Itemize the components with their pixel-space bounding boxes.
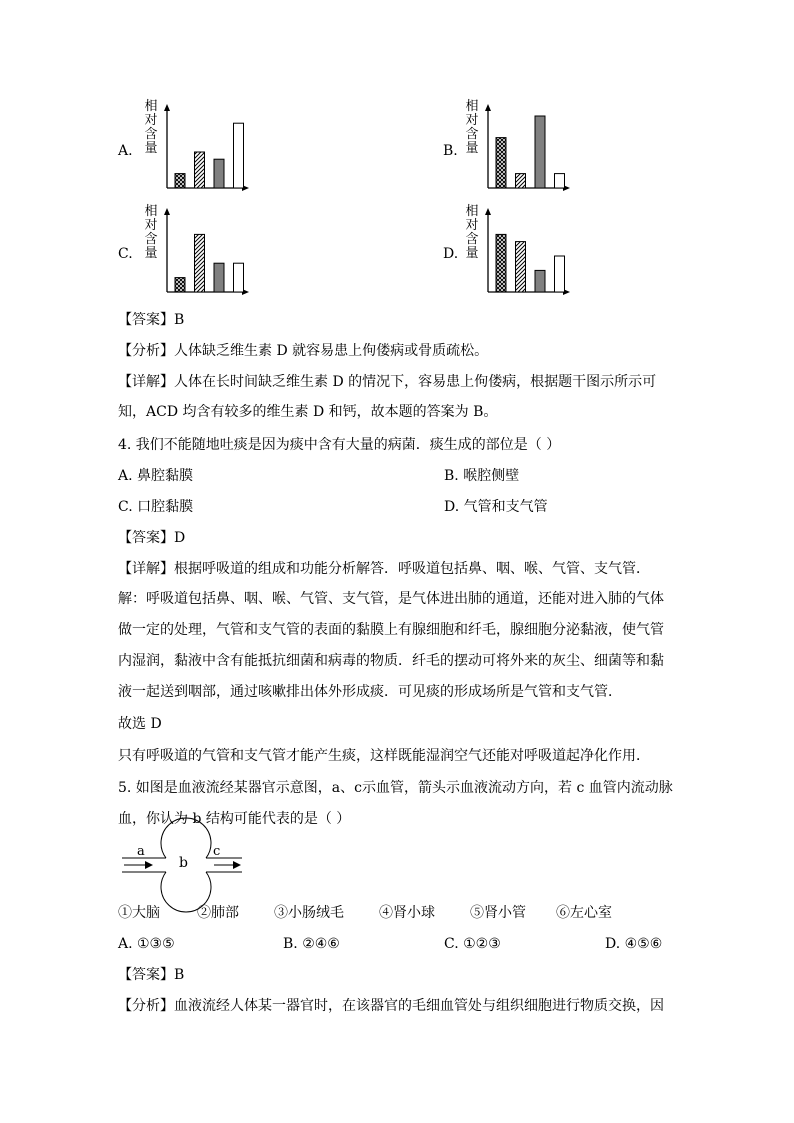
bar-white — [555, 174, 565, 188]
q5-item: ①大脑 — [118, 905, 160, 921]
bar-chart-d — [484, 206, 574, 296]
q5-analysis: 【分析】血液流经人体某一器官时，在该器官的毛细血管处与组织细胞进行物质交换，因 — [118, 998, 664, 1014]
bar-white — [234, 123, 244, 188]
bar-diagonal-hatch — [516, 174, 526, 188]
vessel-label-c: c — [213, 844, 221, 859]
option-label: D. — [443, 246, 459, 262]
bar-solid-gray — [535, 116, 545, 188]
q5-option-d: D. ④⑤⑥ — [605, 936, 663, 952]
q3-analysis: 【分析】人体缺乏维生素 D 就容易患上佝偻病或骨质疏松。 — [118, 343, 489, 359]
q4-answer: 【答案】D — [118, 530, 186, 546]
q5-option-a: A. ①③⑤ — [118, 936, 175, 952]
bar-cross-hatch — [496, 234, 506, 292]
y-axis-arrow — [164, 104, 170, 111]
organ-label-b: b — [179, 855, 188, 871]
q4-extra-note: 只有呼吸道的气管和支气管才能产生痰，这样既能湿润空气还能对呼吸道起净化作用． — [118, 748, 650, 764]
q4-option-c: C. 口腔黏膜 — [118, 499, 194, 515]
q4-detail-line-3: 做一定的处理，气管和支气管的表面的黏膜上有腺细胞和纤毛，腺细胞分泌黏液，使气管 — [118, 622, 664, 638]
q5-stem-line-1: 5. 如图是血液流经某器官示意图，a、c示血管，箭头示血液流动方向，若 c 血管内流动脉 — [118, 780, 673, 796]
y-axis-arrow — [485, 104, 491, 111]
q5-option-c: C. ①②③ — [444, 936, 501, 952]
y-axis-arrow — [485, 208, 491, 215]
bar-chart-b — [484, 102, 574, 192]
q4-detail-line-5: 液一起送到咽部，通过咳嗽排出体外形成痰．可见痰的形成场所是气管和支气管． — [118, 684, 622, 700]
q4-option-a: A. 鼻腔黏膜 — [118, 468, 194, 484]
bar-white — [234, 263, 244, 292]
bar-cross-hatch — [496, 138, 506, 188]
q4-detail-line-2: 解：呼吸道包括鼻、咽、喉、气管、支气管，是气体进出肺的通道，还能对进入肺的气体 — [118, 591, 664, 607]
q5-stem-line-2: 血，你认为 b 结构可能代表的是（ ） — [118, 811, 351, 827]
q4-detail-line-4: 内湿润，黏液中含有能抵抗细菌和病毒的物质．纤毛的摆动可将外来的灰尘、细菌等和黏 — [118, 653, 664, 669]
bar-chart-a — [163, 102, 253, 192]
bar-diagonal-hatch — [516, 242, 526, 292]
bar-cross-hatch — [175, 278, 185, 292]
y-axis-label: 相 对 含 量 — [465, 204, 479, 261]
q5-item: ⑥左心室 — [556, 905, 612, 921]
bar-solid-gray — [214, 159, 224, 188]
bar-cross-hatch — [175, 174, 185, 188]
option-label: C. — [118, 246, 133, 262]
bar-diagonal-hatch — [195, 234, 205, 292]
q4-stem: 4. 我们不能随地吐痰是因为痰中含有大量的病菌．痰生成的部位是（ ） — [118, 437, 561, 453]
q5-item: ⑤肾小管 — [470, 905, 526, 921]
y-axis-arrow — [164, 208, 170, 215]
q5-item: ④肾小球 — [379, 905, 435, 921]
bar-solid-gray — [535, 270, 545, 292]
y-axis-label: 相 对 含 量 — [144, 204, 158, 261]
q4-conclusion: 故选 D — [118, 716, 162, 732]
bar-chart-c — [163, 206, 253, 296]
q3-detail-line-1: 【详解】人体在长时间缺乏维生素 D 的情况下，容易患上佝偻病，根据题干图示所示可 — [118, 374, 657, 390]
vessel-label-a: a — [137, 844, 145, 859]
bar-diagonal-hatch — [195, 152, 205, 188]
q3-detail-line-2: 知，ACD 均含有较多的维生素 D 和钙，故本题的答案为 B。 — [118, 404, 498, 420]
q5-option-b: B. ②④⑥ — [283, 936, 340, 952]
y-axis-label: 相 对 含 量 — [144, 99, 158, 156]
y-axis-label: 相 对 含 量 — [465, 99, 479, 156]
q3-answer: 【答案】B — [118, 312, 185, 328]
q5-item: ②肺部 — [197, 905, 239, 921]
q5-item: ③小肠绒毛 — [274, 905, 344, 921]
q4-option-d: D. 气管和支气管 — [444, 499, 548, 515]
bar-solid-gray — [214, 263, 224, 292]
q5-answer: 【答案】B — [118, 967, 185, 983]
bar-white — [555, 256, 565, 292]
q4-option-b: B. 喉腔侧壁 — [444, 468, 520, 484]
option-label: A. — [118, 143, 133, 159]
q4-detail-line-1: 【详解】根据呼吸道的组成和功能分析解答．呼吸道包括鼻、咽、喉、气管、支气管． — [118, 561, 650, 577]
option-label: B. — [443, 143, 458, 159]
